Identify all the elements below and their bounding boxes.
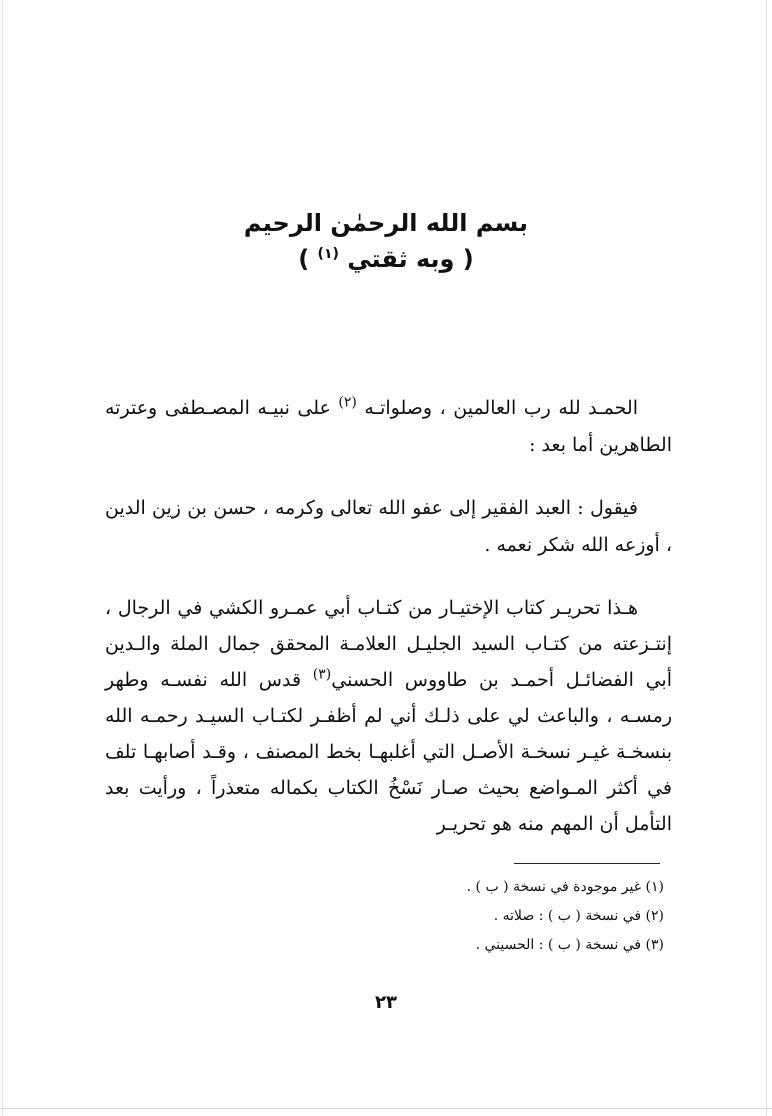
paragraph-1 xyxy=(105,390,672,464)
footnote-ref-3: (٣) xyxy=(312,666,332,683)
paragraph-3 xyxy=(105,590,672,842)
subtitle-close: ) xyxy=(298,245,310,273)
footnote-1: (١) غير موجودة في نسخة ( ب ) . xyxy=(466,879,664,895)
page-header xyxy=(0,205,772,277)
footnotes xyxy=(364,873,664,960)
footnote-ref-2: (٢) xyxy=(338,394,357,411)
main-text xyxy=(105,390,672,868)
subtitle-text: ( وبه ثقتي xyxy=(347,245,474,273)
footnote-2: (٢) في نسخة ( ب ) : صلاته . xyxy=(493,908,664,924)
page-edge-bottom xyxy=(0,1108,772,1109)
paragraph-2 xyxy=(105,490,672,564)
page-number: ٢٣ xyxy=(375,992,397,1013)
page-edge-left xyxy=(2,0,3,1116)
footnote-ref-1: (١) xyxy=(317,246,339,262)
footnote-separator xyxy=(514,863,660,864)
footnote-3: (٣) في نسخة ( ب ) : الحسيني . xyxy=(475,937,664,953)
basmala-heading: بسم الله الرحمٰن الرحيم xyxy=(243,209,529,237)
paragraph-1-part-1: الحمـد لله رب العالمين ، وصلواتـه xyxy=(364,397,638,419)
subtitle-heading xyxy=(0,241,772,277)
paragraph-2-text: فيقول : العبد الفقير إلى عفو الله تعالى وكرمه ، حسن بن زين الدين ، أوزعه الله شكر نعمه . xyxy=(105,497,672,556)
paragraph-3-part-2: قدس الله نفسـه وطهر رمسـه ، والباعث لي على ذلـك أني لم أظفـر لكتـاب السيـد رحمـه الله بنسخـة غيـر نسخـة الأصـل التي أغلبهـا بخط المصنف ، وقـد أصابهـا تلف في أكثر المـواضع بحيث صـار نَسْخُ الكتاب بكماله متعذراً ، ورأيت بعد التأمل أن المهم منه هو تحريـر xyxy=(105,669,672,835)
paragraph-1-part-2: على نبيـه المصـطفى وعترته الطاهرين أما بعد : xyxy=(105,397,672,456)
paragraph-3-part-1: هـذا تحريـر كتاب الإختيـار من كتـاب أبي عمـرو الكشي في الرجال ، إنتـزعته من كتـاب السيد الجليـل العلامـة المحقق جمال الملة والـدين أبي الفضائـل أحمـد بن طاووس الحسني xyxy=(105,597,672,691)
page-edge-right xyxy=(766,0,767,1116)
